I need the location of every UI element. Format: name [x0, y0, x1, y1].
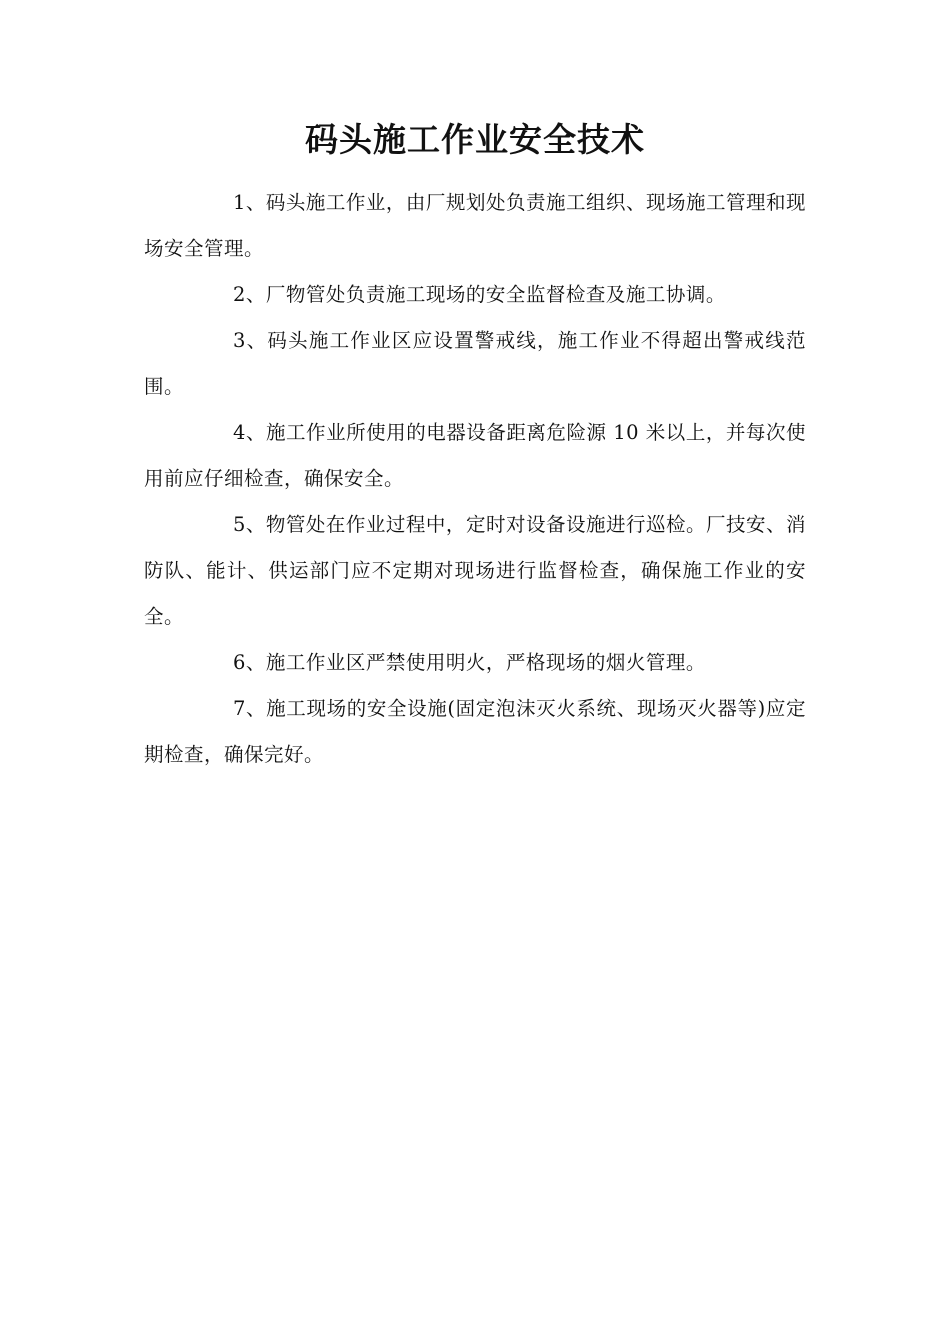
- paragraph-6: 6、施工作业区严禁使用明火，严格现场的烟火管理。: [233, 651, 706, 674]
- paragraph-1: 1、码头施工作业，由厂规划处负责施工组织、现场施工管理和现场安全管理。: [144, 191, 806, 260]
- document-body: [144, 180, 806, 778]
- paragraph-4: 4、施工作业所使用的电器设备距离危险源 10 米以上，并每次使用前应仔细检查，确保安全。: [144, 421, 806, 490]
- paragraph-7: 7、施工现场的安全设施(固定泡沫灭火系统、现场灭火器等)应定期检查，确保完好。: [144, 697, 806, 766]
- paragraph-2: 2、厂物管处负责施工现场的安全监督检查及施工协调。: [233, 283, 726, 306]
- paragraph-5: 5、物管处在作业过程中，定时对设备设施进行巡检。厂技安、消防队、能计、供运部门应不定期对现场进行监督检查，确保施工作业的安全。: [144, 513, 806, 628]
- paragraph-3: 3、码头施工作业区应设置警戒线，施工作业不得超出警戒线范围。: [144, 329, 806, 398]
- document-title: 码头施工作业安全技术: [305, 120, 645, 159]
